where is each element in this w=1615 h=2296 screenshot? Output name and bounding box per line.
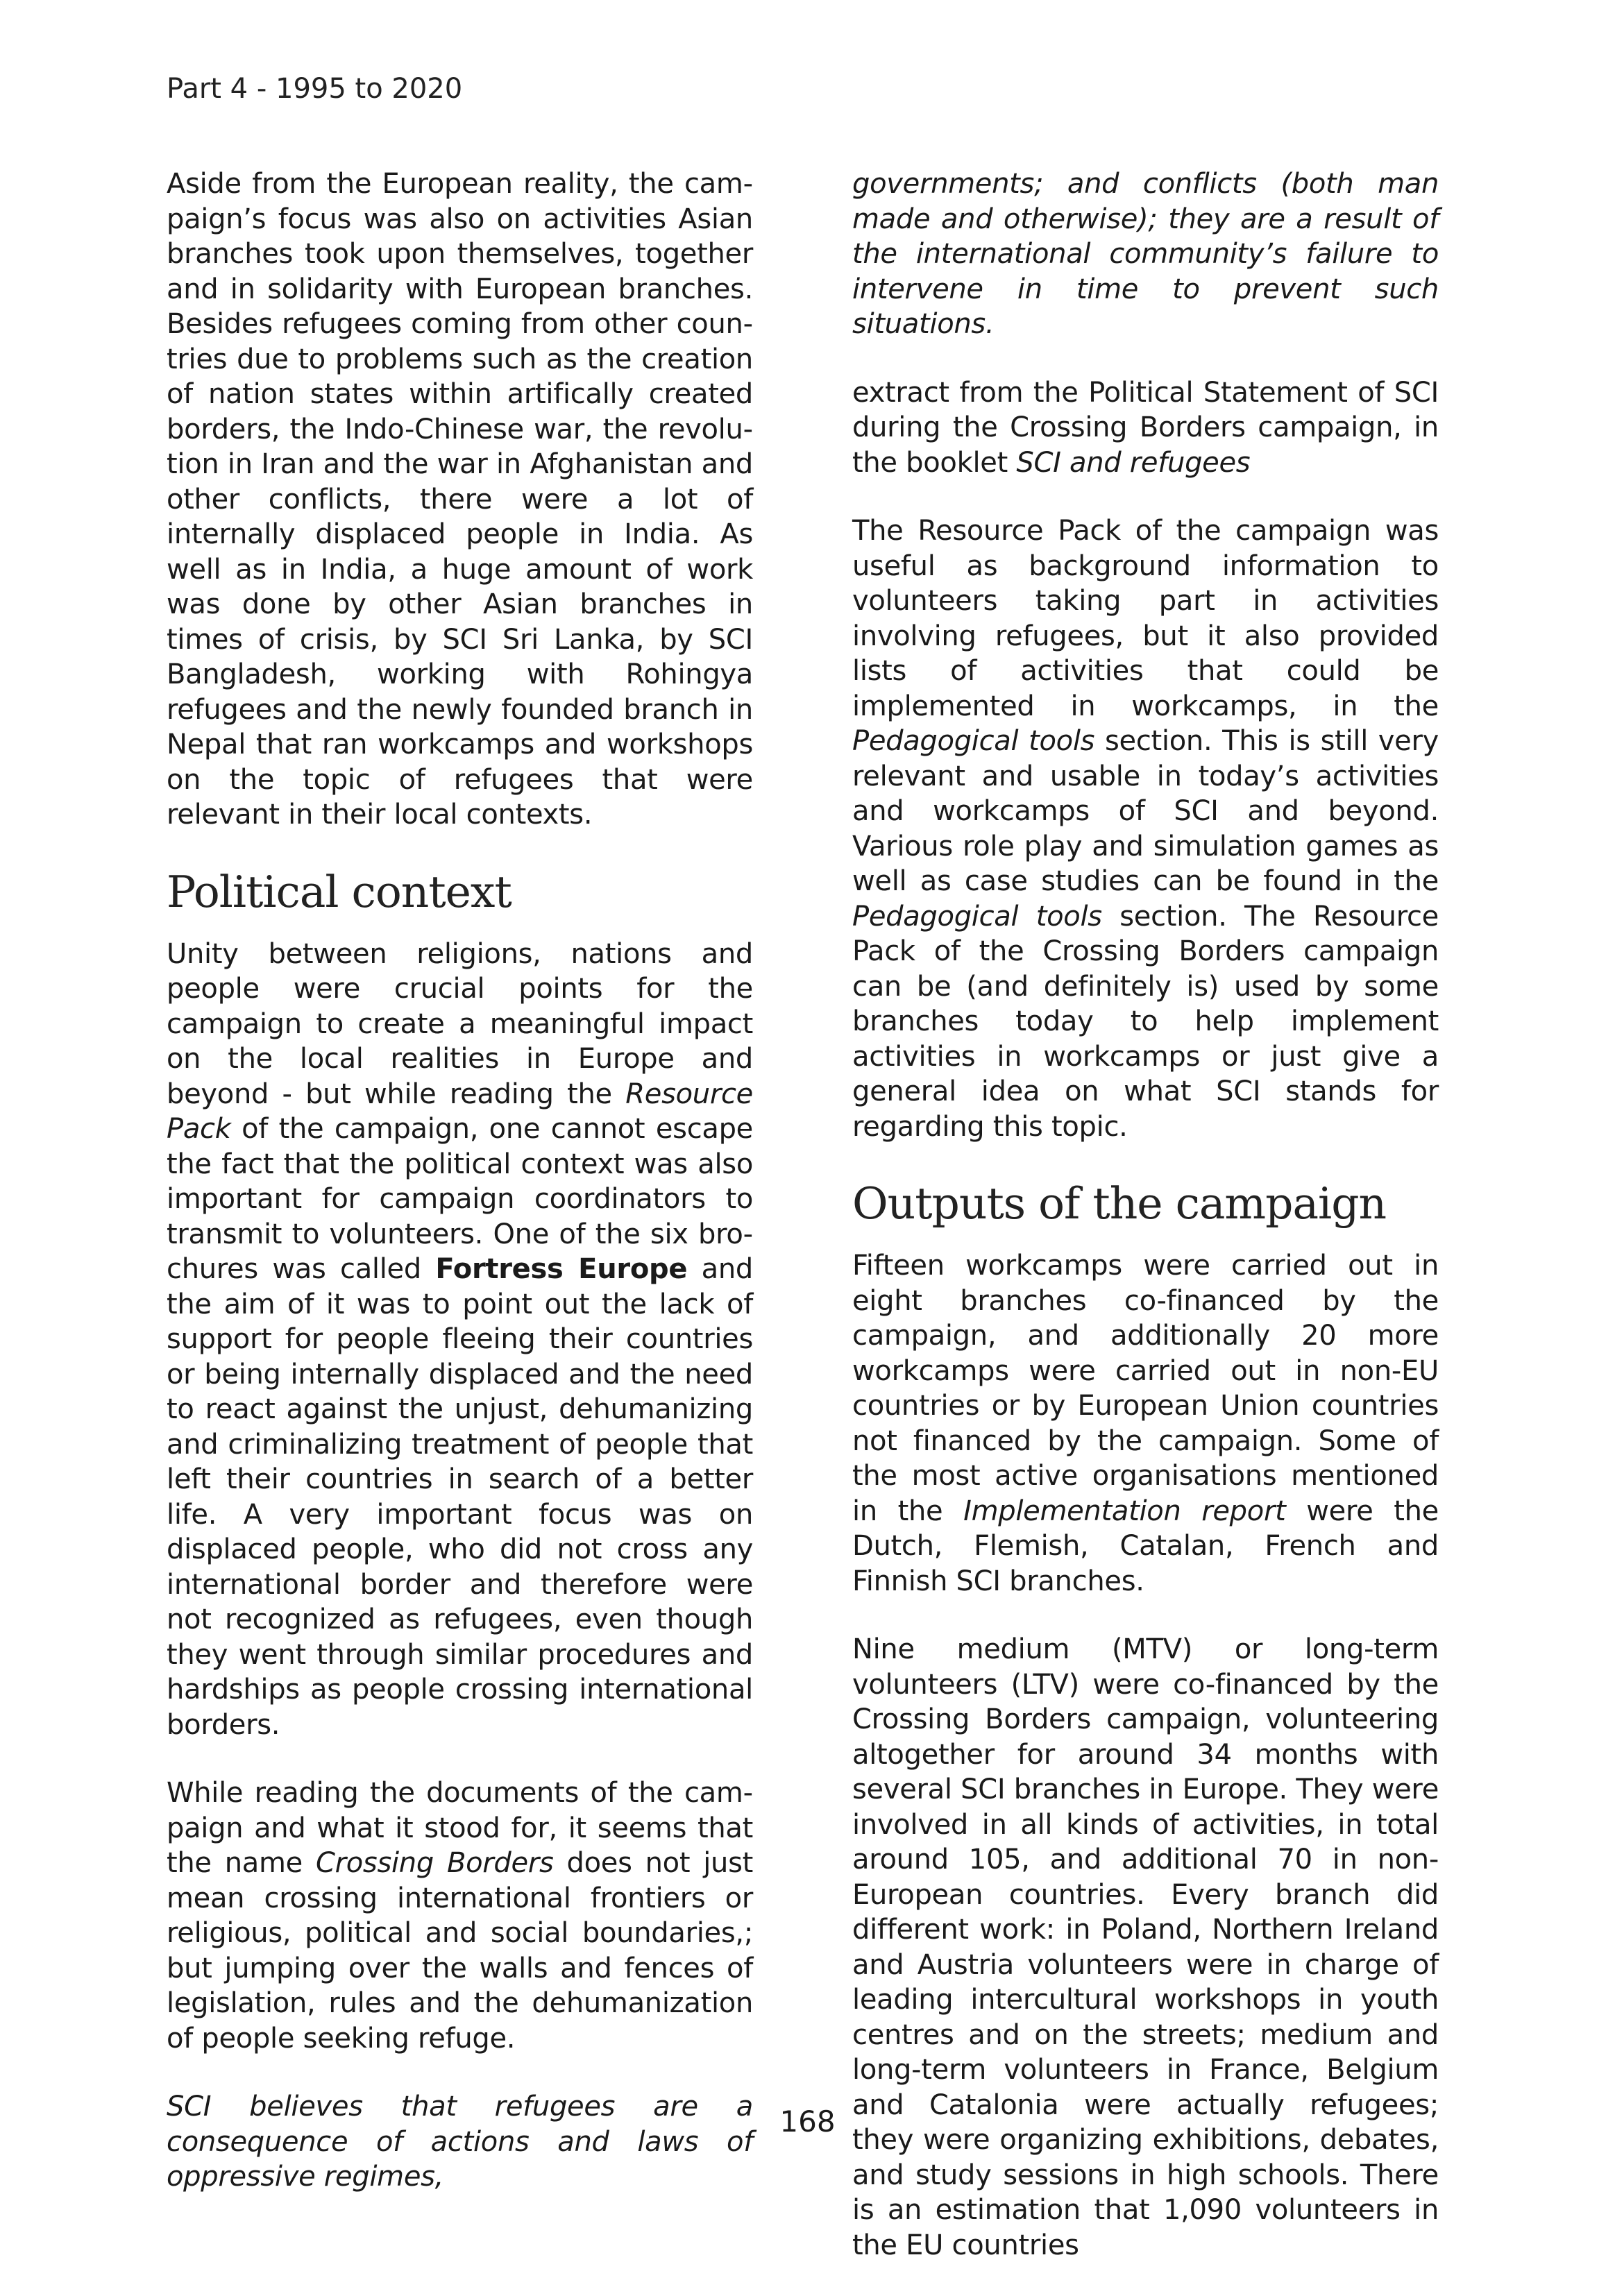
heading-outputs: Outputs of the campaign — [852, 1178, 1387, 1229]
quote-sci-believes: SCI believes that refugees are a consequence of actions and laws of oppressive regimes, — [167, 2091, 753, 2193]
text-run: were the Dutch, Flemish, Catalan, French and Finnish SCI branches. — [852, 1495, 1439, 1597]
italic-pedagogical-tools: Pedagogical tools — [852, 725, 1095, 757]
paragraph-unity — [167, 937, 753, 1743]
text-run: While reading the documents of the campaign and what it stood for, it seems that the name — [167, 1777, 753, 1879]
italic-implementation-report: Implementation report — [963, 1495, 1286, 1527]
text-run: does not just mean crossing international frontiers or religious, political and social boundaries,; but jumping over the walls and fences of legislation, rules and the dehumanization of people seeking refuge. — [167, 1847, 753, 2055]
paragraph-volunteers: Nine medium (MTV) or long-term volunteers (LTV) were co-financed by the Crossing Borders campaign, volunteering altogether for around 34 months with several SCI branches in Europe. They were involved in all kinds of activities, in total around 105, and additional 70 in non-European countries. Every branch did different work: in Poland, Northern Ireland and Austria volunteers were in charge of leading intercultural workshops in youth centres and on the streets; medium and long-term volunteers in France, Belgium and Catalonia were actually refugees; they were organizing exhibitions, debates, and study sessions in high schools. There is an estimation that 1,090 volunteers in the EU countries — [852, 1633, 1439, 2261]
text-run: Fifteen workcamps were carried out in eight branches co-financed by the campaign, and additionally 20 more workcamps were carried out in non-EU countries or by European Union countries not financed by the campaign. Some of the most active organisations mentioned in the — [852, 1250, 1439, 1527]
italic-pedagogical-tools: Pedagogical tools — [852, 900, 1102, 933]
text-run: section. The Resource Pack of the Crossing Borders campaign can be (and definitely is) used by some branches today to help implement activities in workcamps or just give a general idea on what SCI stands for regarding this topic. — [852, 900, 1439, 1143]
paragraph-resource-pack — [852, 513, 1439, 1144]
quote-continuation: governments; and conflicts (both man made and otherwise); they are a result of the international community’s failure to intervene in time to prevent such situations. — [852, 168, 1439, 340]
quote-source — [852, 375, 1439, 481]
italic-booklet-title: SCI and refugees — [1016, 446, 1251, 479]
page-number: 168 — [779, 2104, 836, 2138]
italic-resource-pack: Resource Pack — [167, 1078, 753, 1145]
text-run: The Resource Pack of the campaign was useful as background information to volunteers taking part in activities involving refugees, but it also provided lists of activities that could be implemented in workcamps, in the — [852, 515, 1439, 722]
heading-political-context: Political context — [167, 866, 511, 917]
right-column — [852, 167, 1439, 2296]
text-run: of the campaign, one cannot escape the fact that the political context was also important for campaign coordinators to transmit to volunteers. One of the six brochures was called — [167, 1113, 753, 1285]
paragraph-workcamps — [852, 1248, 1439, 1599]
italic-crossing-borders: Crossing Borders — [315, 1847, 554, 1879]
left-column — [167, 167, 753, 2228]
paragraph-crossing-borders-meaning — [167, 1776, 753, 2056]
paragraph-asian-branches: Aside from the European reality, the campaign’s focus was also on activities Asian branches took upon themselves, together and in solidarity with European branches. Besides refugees coming from other countries due to problems such as the creation of nation states within artifically created borders, the Indo-Chinese war, the revolution in Iran and the war in Afghanistan and other conflicts, there were a lot of internally displaced people in India. As well as in India, a huge amount of work was done by other Asian branches in times of crisis, by SCI Sri Lanka, by SCI Bangladesh, working with Rohingya refugees and the newly founded branch in Nepal that ran workcamps and workshops on the topic of refugees that were relevant in their local contexts. — [167, 168, 753, 831]
bold-fortress-europe: Fortress Europe — [435, 1253, 688, 1285]
text-run: Unity between religions, nations and people were crucial points for the campaign to create a meaningful impact on the local realities in Europe and beyond - but while reading the — [167, 937, 753, 1110]
text-run: section. This is still very relevant and usable in today’s activities and workcamps of SCI and beyond. Various role play and simulation games as well as case studies can be found in the — [852, 725, 1439, 897]
running-header: Part 4 - 1995 to 2020 — [167, 73, 463, 105]
text-run: extract from the Political Statement of SCI during the Crossing Borders campaign, in the booklet — [852, 376, 1439, 479]
text-run: and the aim of it was to point out the lack of support for people fleeing their countries or being internally displaced and the need to react against the unjust, dehumanizing and criminalizing treatment of people that left their countries in search of a better life. A very important focus was on displaced people, who did not cross any international border and therefore were not recognized as refugees, even though they went through similar procedures and hardships as people crossing international borders. — [167, 1253, 753, 1741]
